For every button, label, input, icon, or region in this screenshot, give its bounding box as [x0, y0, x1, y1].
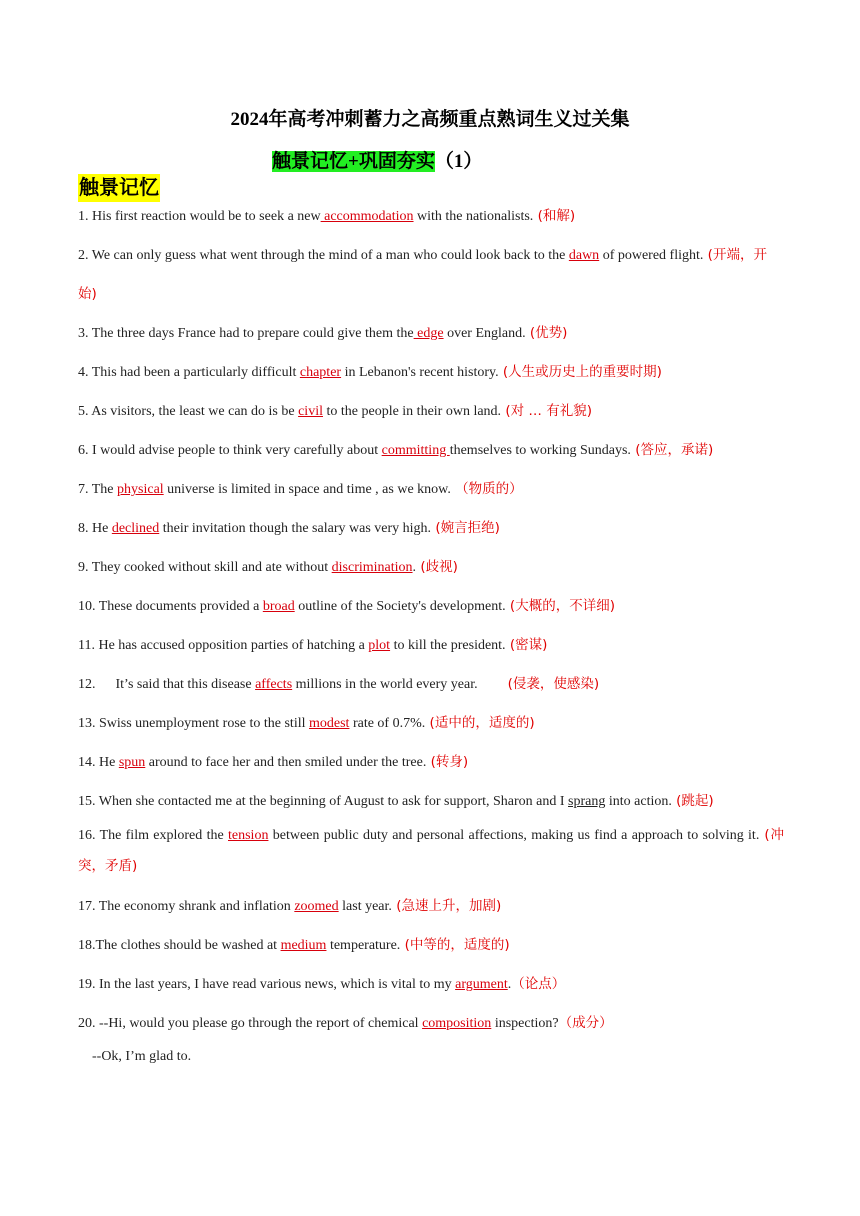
keyword: accommodation [320, 209, 414, 224]
sentence-item [78, 401, 784, 422]
item-number: 20. [78, 1016, 96, 1031]
sentence-item [78, 635, 784, 656]
chinese-meaning: （论点） [511, 976, 566, 992]
item-number: 1. [78, 209, 89, 224]
sentence-item [78, 674, 784, 695]
chinese-meaning: (对 … 有礼貌) [501, 403, 592, 419]
sentence-text: It’s said that this disease [115, 677, 256, 692]
sentence-text: around to face her and then smiled under the tree. [145, 755, 427, 770]
item-number: 11. [78, 638, 95, 653]
sentence-item [78, 752, 784, 773]
keyword: chapter [299, 365, 342, 380]
sentence-item [78, 236, 784, 314]
chinese-meaning: (歧视) [416, 559, 458, 575]
keyword: committing [381, 443, 450, 458]
chinese-meaning: (开端，开始) [78, 247, 767, 302]
item-number: 16. [78, 828, 96, 843]
sentence-item [78, 974, 784, 995]
item-number: 7. [78, 482, 89, 497]
item-number: 2. [78, 248, 89, 263]
sentence-item [78, 479, 784, 500]
sentence-text: themselves to working Sundays. [449, 443, 631, 458]
chinese-meaning: (适中的，适度的) [425, 715, 535, 731]
sentence-text: of powered flight. [599, 248, 704, 263]
item-number: 6. [78, 443, 89, 458]
sentence-text: As visitors, the least we can do is be [91, 404, 299, 419]
sentence-text: their invitation though the salary was very high. [159, 521, 432, 536]
keyword: physical [117, 482, 164, 497]
keyword: composition [422, 1016, 492, 1031]
keyword: spun [118, 755, 146, 770]
sentence-item [78, 896, 784, 917]
keyword: sprang [568, 794, 606, 809]
chinese-meaning: （成分） [558, 1015, 613, 1031]
item-number: 15. [78, 794, 96, 809]
keyword: edge [413, 326, 444, 341]
sentence-item [78, 820, 784, 882]
document-title: 2024年高考冲刺蓄力之高频重点熟词生义过关集 [230, 109, 630, 130]
item-number: 14. [78, 755, 96, 770]
sentence-item [78, 713, 784, 734]
sentence-item [78, 440, 784, 461]
chinese-meaning: (和解) [533, 208, 576, 224]
sentence-text: universe is limited in space and time , as we know. [163, 482, 451, 497]
sentence-item [78, 206, 784, 227]
sentence-text: He [92, 521, 112, 536]
item-number: 13. [78, 716, 96, 731]
sentence-text: to kill the president. [390, 638, 506, 653]
chinese-meaning: (婉言拒绝) [431, 520, 500, 536]
sentence-text: with the nationalists. [413, 209, 534, 224]
sentence-item [78, 362, 784, 383]
item-number: 3. [78, 326, 89, 341]
keyword: zoomed [294, 899, 339, 914]
sentence-item [78, 935, 784, 956]
section-heading: 触景记忆 [78, 174, 160, 202]
sentence-text: His first reaction would be to seek a new [92, 209, 321, 224]
item-number: 17. [78, 899, 96, 914]
chinese-meaning: (中等的，适度的) [400, 937, 510, 953]
sentence-item [78, 1013, 784, 1034]
item-number: 9. [78, 560, 89, 575]
sentence-text: inspection? [491, 1016, 559, 1031]
keyword: dawn [568, 248, 600, 263]
keyword: modest [309, 716, 350, 731]
sentence-item [78, 557, 784, 578]
chinese-meaning: (侵袭，使感染) [507, 676, 600, 692]
document-subtitle [272, 146, 482, 173]
keyword: tension [228, 828, 269, 843]
sentence-text: The film explored the [99, 828, 228, 843]
chinese-meaning: (急速上升，加剧) [391, 898, 502, 914]
keyword: broad [262, 599, 295, 614]
sentence-text: This had been a particularly difficult [91, 365, 300, 380]
item-number: 5. [78, 404, 89, 419]
dialogue-reply: --Ok, I’m glad to. [92, 1049, 192, 1064]
chinese-meaning: (密谋) [505, 637, 548, 653]
keyword: affects [255, 677, 293, 692]
sentence-text: outline of the Society's development. [294, 599, 506, 614]
keyword: declined [111, 521, 160, 536]
sentence-text: over England. [443, 326, 526, 341]
keyword: civil [298, 404, 323, 419]
item-number: 18. [78, 938, 96, 953]
sentence-text: We can only guess what went through the mind of a man who could look back to the [91, 248, 569, 263]
chinese-meaning: (人生或历史上的重要时期) [498, 364, 662, 380]
sentence-text: . [507, 977, 512, 992]
sentence-text: He has accused opposition parties of hatching a [98, 638, 369, 653]
item-number: 10. [78, 599, 96, 614]
sentence-text: . [412, 560, 417, 575]
item-number: 4. [78, 365, 89, 380]
sentence-text: The three days France had to prepare could give them the [91, 326, 414, 341]
item-number: 19. [78, 977, 96, 992]
keyword: plot [368, 638, 391, 653]
sentence-text: millions in the world every year. [292, 677, 478, 692]
keyword: discrimination [331, 560, 413, 575]
chinese-meaning: (转身) [426, 754, 469, 770]
sentence-text: --Hi, would you please go through the report of chemical [99, 1016, 423, 1031]
sentence-text: into action. [605, 794, 672, 809]
sentence-item [78, 323, 784, 344]
sentence-text: between public duty and personal affections, making us find a approach to solving it. [268, 828, 760, 843]
sentence-text: Swiss unemployment rose to the still [99, 716, 309, 731]
keyword: argument [455, 977, 508, 992]
subtitle-number: （1） [434, 151, 483, 172]
sentence-text: The economy shrank and inflation [98, 899, 295, 914]
sentence-text: They cooked without skill and ate without [91, 560, 332, 575]
sentence-text: rate of 0.7%. [349, 716, 426, 731]
keyword: medium [280, 938, 327, 953]
sentence-text: The [91, 482, 118, 497]
sentence-text: in Lebanon's recent history. [341, 365, 499, 380]
subtitle-highlight: 触景记忆+巩固夯实 [272, 151, 435, 172]
sentence-text: to the people in their own land. [322, 404, 502, 419]
chinese-meaning: (跳起) [671, 793, 714, 809]
sentence-text: The clothes should be washed at [95, 938, 281, 953]
sentence-text: last year. [338, 899, 392, 914]
sentence-text: temperature. [326, 938, 401, 953]
item-number: 12. [78, 677, 96, 692]
sentence-item [78, 518, 784, 539]
sentence-text: These documents provided a [98, 599, 263, 614]
sentence-text: I would advise people to think very carefully about [92, 443, 382, 458]
chinese-meaning: （物质的） [450, 481, 523, 497]
chinese-meaning: (答应，承诺) [630, 442, 714, 458]
chinese-meaning: (优势) [525, 325, 568, 341]
chinese-meaning: (大概的，不详细) [505, 598, 615, 614]
sentence-text: He [99, 755, 119, 770]
sentence-item [78, 596, 784, 617]
item-number: 8. [78, 521, 89, 536]
sentence-text: When she contacted me at the beginning of August to ask for support, Sharon and I [98, 794, 569, 809]
sentence-item [78, 791, 784, 812]
chinese-meaning: (冲突，矛盾) [78, 827, 785, 874]
sentence-text: In the last years, I have read various news, which is vital to my [99, 977, 456, 992]
